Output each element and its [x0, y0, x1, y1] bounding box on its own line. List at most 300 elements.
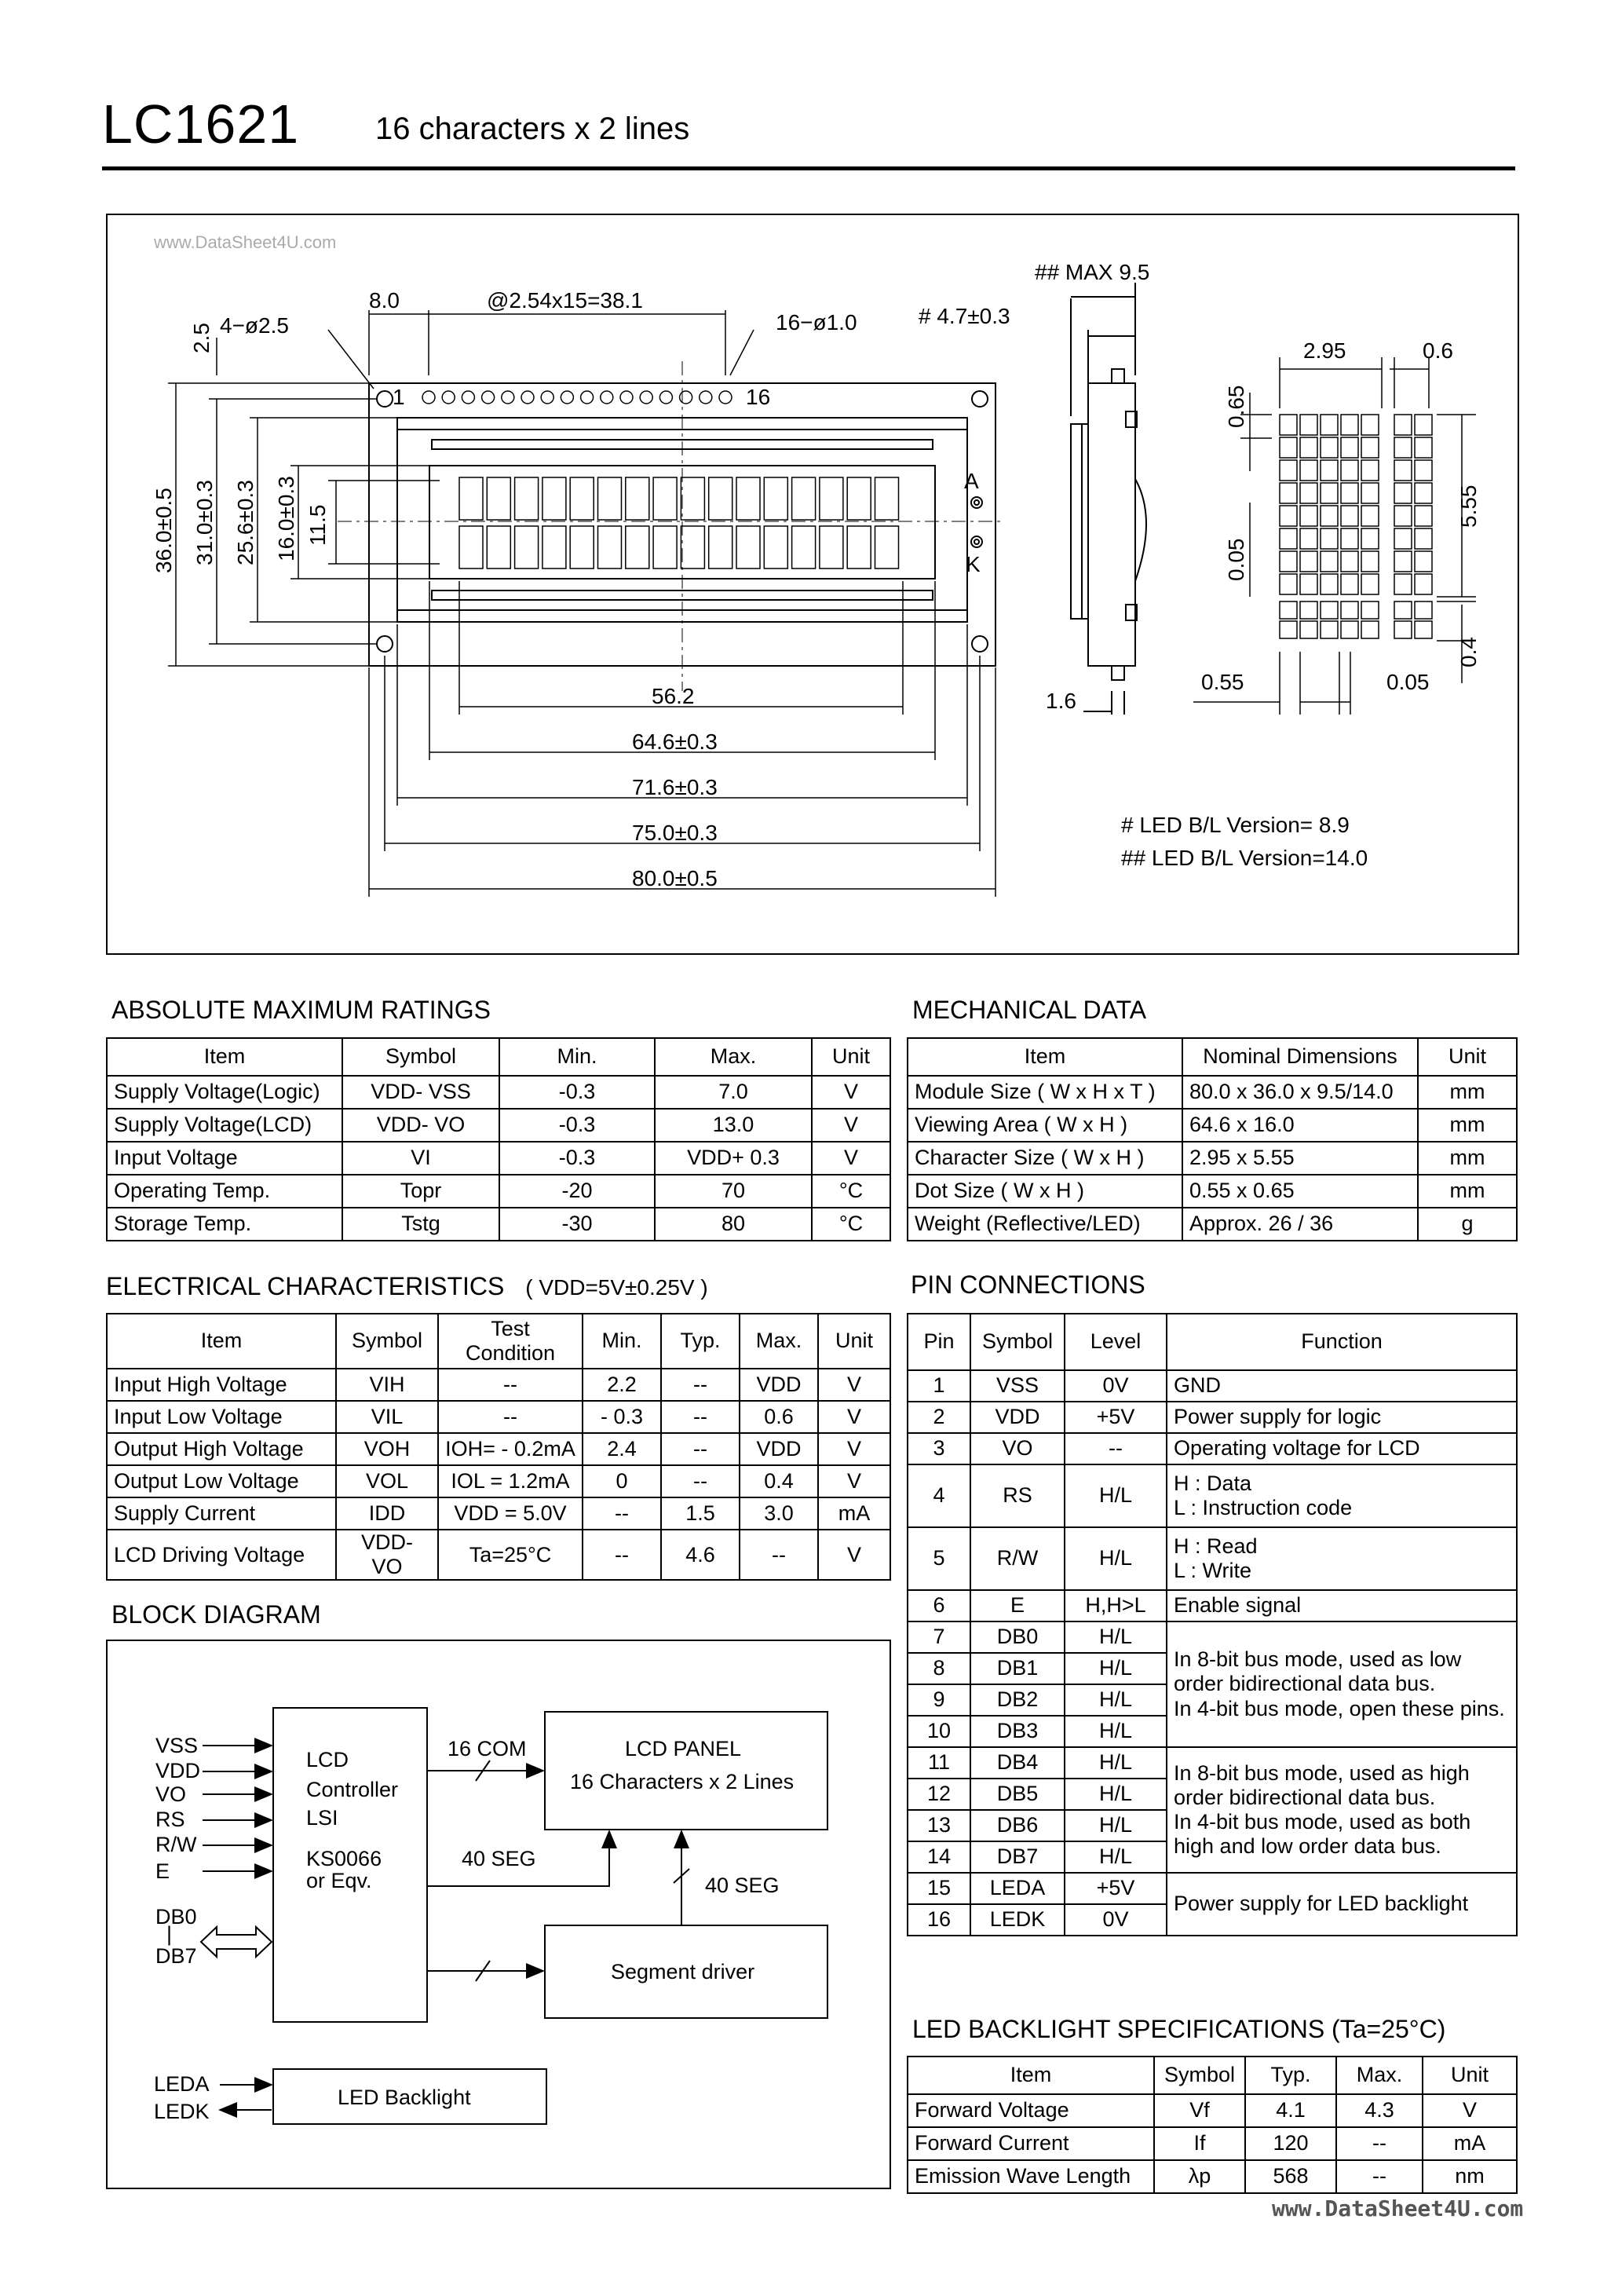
table-cell: °C — [812, 1208, 890, 1241]
char-cell — [626, 526, 649, 569]
table-cell: +5V — [1065, 1873, 1167, 1904]
abs-max-title: ABSOLUTE MAXIMUM RATINGS — [111, 996, 491, 1024]
dot — [1300, 528, 1317, 549]
cursor-dot — [1361, 601, 1379, 619]
char-cell — [570, 477, 594, 520]
table-cell: 14 — [908, 1841, 970, 1873]
table-cell: V — [818, 1465, 890, 1497]
char-cell — [709, 526, 732, 569]
table-cell: VO — [970, 1433, 1065, 1464]
controller-line-4: KS0066 — [306, 1847, 382, 1870]
table-cell: DB4 — [970, 1747, 1065, 1779]
table-row — [908, 2127, 1517, 2160]
table-header-cell: Test Condition — [438, 1314, 583, 1369]
table-header-cell: Symbol — [970, 1314, 1065, 1370]
dot — [1415, 574, 1432, 594]
table-cell: -- — [1065, 1433, 1167, 1464]
controller-line-2: Controller — [306, 1778, 399, 1801]
dot — [1361, 460, 1379, 481]
table-header-cell: Level — [1065, 1314, 1167, 1370]
pin-hole — [640, 391, 652, 404]
table-cell: 120 — [1245, 2127, 1336, 2160]
pin-hole — [482, 391, 495, 404]
table-cell: LEDK — [970, 1904, 1065, 1936]
char-gap-label: 0.6 — [1423, 338, 1453, 363]
dim-31-0: 31.0±0.3 — [192, 480, 217, 565]
table-row — [107, 1076, 890, 1109]
table-row — [107, 1530, 890, 1580]
pin-hole — [700, 391, 712, 404]
dim-64-6: 64.6±0.3 — [632, 729, 718, 754]
dot — [1321, 437, 1338, 458]
footer-watermark: www.DataSheet4U.com — [1272, 2195, 1524, 2221]
table-cell: DB6 — [970, 1810, 1065, 1841]
dot-gap-h-label: 0.05 — [1386, 670, 1430, 694]
table-cell: mm — [1418, 1076, 1517, 1109]
dot — [1300, 437, 1317, 458]
block-title: BLOCK DIAGRAM — [111, 1600, 321, 1629]
dot — [1321, 506, 1338, 526]
table-row — [908, 1142, 1517, 1175]
table-cell: 12 — [908, 1779, 970, 1810]
pin-hole — [601, 391, 613, 404]
table-cell: 4.3 — [1336, 2094, 1423, 2127]
com-label: 16 COM — [448, 1737, 527, 1760]
table-row — [908, 1402, 1517, 1433]
input-leda: LEDA — [154, 2072, 210, 2096]
table-cell: 4 — [908, 1464, 970, 1527]
dot — [1341, 460, 1358, 481]
table-cell: λp — [1154, 2160, 1245, 2193]
table-header-cell: Function — [1167, 1314, 1517, 1370]
table-row — [107, 1497, 890, 1530]
table-cell: 70 — [655, 1175, 812, 1208]
table-header-cell: Item — [908, 1038, 1182, 1076]
pin-hole — [620, 391, 633, 404]
table-cell: V — [818, 1401, 890, 1433]
dot — [1341, 551, 1358, 572]
table-header-cell: Typ. — [661, 1314, 740, 1369]
input-vo: VO — [155, 1782, 187, 1806]
table-row — [908, 1621, 1517, 1653]
char-cell — [681, 526, 704, 569]
table-cell: IDD — [336, 1497, 438, 1530]
char-cell — [487, 477, 510, 520]
table-cell: 0.55 x 0.65 — [1182, 1175, 1418, 1208]
merged-function-cell: In 8-bit bus mode, used as high order bidirectional data bus. In 4-bit bus mode, used as both high and low order data bus. — [1167, 1747, 1517, 1873]
dot — [1341, 506, 1358, 526]
char-cell — [459, 477, 483, 520]
table-cell: H/L — [1065, 1841, 1167, 1873]
table-cell: 0.6 — [740, 1401, 818, 1433]
table-cell: Forward Voltage — [908, 2094, 1154, 2127]
table-cell: 15 — [908, 1873, 970, 1904]
table-cell: IOH= - 0.2mA — [438, 1433, 583, 1465]
table-header-row — [908, 1314, 1517, 1370]
table-cell: Input Low Voltage — [107, 1401, 336, 1433]
table-cell: g — [1418, 1208, 1517, 1241]
dot — [1280, 437, 1297, 458]
table-cell: Topr — [342, 1175, 499, 1208]
table-header-cell: Typ. — [1245, 2057, 1336, 2094]
pin-hole — [541, 391, 553, 404]
svg-text:|: | — [166, 1922, 173, 1946]
table-header-cell: Pin — [908, 1314, 970, 1370]
table-cell: -30 — [499, 1208, 655, 1241]
table-cell: 4.6 — [661, 1530, 740, 1580]
input-rw: R/W — [155, 1833, 197, 1856]
table-cell: DB7 — [970, 1841, 1065, 1873]
table-cell: - 0.3 — [583, 1401, 661, 1433]
controller-line-3: LSI — [306, 1806, 338, 1830]
table-header-cell: Unit — [818, 1314, 890, 1369]
table-cell: -20 — [499, 1175, 655, 1208]
table-cell: 7.0 — [655, 1076, 812, 1109]
input-db7: DB7 — [155, 1944, 197, 1968]
table-header-cell: Max. — [1336, 2057, 1423, 2094]
cursor-dot — [1361, 621, 1379, 638]
side-max-label: ## MAX 9.5 — [1035, 260, 1150, 284]
table-cell: 0 — [583, 1465, 661, 1497]
table-cell: VDD — [970, 1402, 1065, 1433]
dot — [1300, 415, 1317, 435]
table-row — [908, 1590, 1517, 1621]
side-view — [1071, 283, 1146, 715]
cursor-dot — [1415, 621, 1432, 638]
dot-gap-v-label: 0.05 — [1224, 538, 1248, 581]
controller-line-1: LCD — [306, 1748, 349, 1771]
table-cell: -- — [583, 1530, 661, 1580]
table-cell: Storage Temp. — [107, 1208, 342, 1241]
dot — [1341, 483, 1358, 503]
merged-function-cell: In 8-bit bus mode, used as low order bidirectional data bus. In 4-bit bus mode, open these pins. — [1167, 1621, 1517, 1747]
table-row — [908, 1747, 1517, 1779]
table-row — [908, 1208, 1517, 1241]
dot — [1300, 483, 1317, 503]
table-cell: Supply Current — [107, 1497, 336, 1530]
table-header-row — [107, 1038, 890, 1076]
table-header-cell: Symbol — [342, 1038, 499, 1076]
dot — [1280, 528, 1297, 549]
table-cell: V — [812, 1076, 890, 1109]
pin-hole — [502, 391, 514, 404]
table-cell: +5V — [1065, 1402, 1167, 1433]
table-cell: Emission Wave Length — [908, 2160, 1154, 2193]
pin-hole — [581, 391, 594, 404]
char-cell — [709, 477, 732, 520]
dot — [1394, 506, 1412, 526]
table-cell: mA — [1423, 2127, 1517, 2160]
dot — [1361, 483, 1379, 503]
table-cell: H : Data L : Instruction code — [1167, 1464, 1517, 1527]
table-cell: -- — [583, 1497, 661, 1530]
table-cell: H/L — [1065, 1747, 1167, 1779]
elec-title-text: ELECTRICAL CHARACTERISTICS — [106, 1272, 505, 1300]
table-cell: Input Voltage — [107, 1142, 342, 1175]
led-table — [907, 2056, 1518, 2194]
table-cell: 7 — [908, 1621, 970, 1653]
table-cell: mm — [1418, 1142, 1517, 1175]
table-cell: -- — [438, 1369, 583, 1401]
table-cell: DB3 — [970, 1716, 1065, 1747]
table-cell: DB0 — [970, 1621, 1065, 1653]
table-cell: DB1 — [970, 1653, 1065, 1684]
dot — [1415, 551, 1432, 572]
underline-gap-label: 0.4 — [1456, 637, 1481, 667]
pin-hole — [659, 391, 672, 404]
char-cell — [515, 526, 539, 569]
dot — [1361, 528, 1379, 549]
dot-height-label: 0.65 — [1224, 385, 1248, 428]
dot — [1394, 483, 1412, 503]
table-row — [908, 2160, 1517, 2193]
table-row — [107, 1433, 890, 1465]
dim-16-0: 16.0±0.3 — [274, 476, 298, 561]
block-diagram — [0, 1633, 895, 2191]
controller-line-5: or Eqv. — [306, 1869, 372, 1892]
table-header-row — [908, 2057, 1517, 2094]
char-cell — [736, 477, 760, 520]
table-cell: VDD — [740, 1433, 818, 1465]
char-cell — [598, 477, 622, 520]
table-row — [107, 1109, 890, 1142]
table-cell: H/L — [1065, 1779, 1167, 1810]
table-cell: VDD+ 0.3 — [655, 1142, 812, 1175]
table-cell: RS — [970, 1464, 1065, 1527]
side-16-label: 1.6 — [1046, 689, 1076, 713]
char-width-label: 2.95 — [1303, 338, 1346, 363]
table-cell: VOH — [336, 1433, 438, 1465]
table-cell: VIH — [336, 1369, 438, 1401]
table-header-cell: Item — [107, 1314, 336, 1369]
table-cell: Vf — [1154, 2094, 1245, 2127]
table-row — [107, 1401, 890, 1433]
table-cell: 11 — [908, 1747, 970, 1779]
table-cell: LCD Driving Voltage — [107, 1530, 336, 1580]
char-cell — [653, 526, 677, 569]
table-cell: H/L — [1065, 1621, 1167, 1653]
table-row — [908, 1527, 1517, 1590]
dim-80-0: 80.0±0.5 — [632, 866, 718, 890]
char-cell — [626, 477, 649, 520]
pin-1-label: 1 — [393, 385, 405, 409]
table-cell: H,H>L — [1065, 1590, 1167, 1621]
pin-hole — [442, 391, 455, 404]
table-cell: -- — [661, 1433, 740, 1465]
input-ledk: LEDK — [154, 2100, 210, 2123]
dim-25-6: 25.6±0.3 — [233, 480, 258, 565]
table-cell: -- — [661, 1401, 740, 1433]
table-cell: VDD — [740, 1369, 818, 1401]
table-cell: VI — [342, 1142, 499, 1175]
table-cell: -- — [438, 1401, 583, 1433]
abs-max-table — [106, 1037, 891, 1241]
table-cell: Ta=25°C — [438, 1530, 583, 1580]
table-row — [908, 1370, 1517, 1402]
seg-label-b: 40 SEG — [705, 1874, 780, 1897]
table-cell: 2 — [908, 1402, 970, 1433]
input-db0: DB0 — [155, 1905, 197, 1929]
table-header-cell: Unit — [1423, 2057, 1517, 2094]
table-cell: 3.0 — [740, 1497, 818, 1530]
table-cell: V — [818, 1433, 890, 1465]
dot — [1415, 415, 1432, 435]
table-cell: Supply Voltage(LCD) — [107, 1109, 342, 1142]
char-cell — [847, 526, 871, 569]
table-row — [908, 1109, 1517, 1142]
dim-pin-offset: 8.0 — [369, 288, 400, 313]
dot — [1361, 437, 1379, 458]
char-cell — [875, 526, 899, 569]
pin-hole — [462, 391, 474, 404]
table-cell: 64.6 x 16.0 — [1182, 1109, 1418, 1142]
table-cell: LEDA — [970, 1873, 1065, 1904]
dot — [1300, 551, 1317, 572]
char-cell — [764, 477, 787, 520]
table-cell: 10 — [908, 1716, 970, 1747]
table-cell: VDD- VO — [342, 1109, 499, 1142]
char-height-label: 5.55 — [1456, 484, 1481, 528]
table-cell: Power supply for logic — [1167, 1402, 1517, 1433]
char-cell — [459, 526, 483, 569]
table-cell: °C — [812, 1175, 890, 1208]
dot — [1361, 415, 1379, 435]
pin-hole — [561, 391, 573, 404]
table-cell: If — [1154, 2127, 1245, 2160]
table-cell: 0.4 — [740, 1465, 818, 1497]
table-cell: Viewing Area ( W x H ) — [908, 1109, 1182, 1142]
table-header-cell: Min. — [499, 1038, 655, 1076]
cursor-dot — [1415, 601, 1432, 619]
table-cell: Approx. 26 / 36 — [1182, 1208, 1418, 1241]
table-header-cell: Symbol — [336, 1314, 438, 1369]
side-47-label: # 4.7±0.3 — [919, 304, 1010, 328]
char-cell — [570, 526, 594, 569]
table-cell: VIL — [336, 1401, 438, 1433]
input-vss: VSS — [155, 1734, 199, 1757]
cursor-dot — [1394, 621, 1412, 638]
table-cell: 4.1 — [1245, 2094, 1336, 2127]
pin-hole — [521, 391, 534, 404]
dot — [1280, 415, 1297, 435]
cursor-dot — [1321, 601, 1338, 619]
table-row — [908, 2094, 1517, 2127]
cursor-dot — [1341, 601, 1358, 619]
dot — [1394, 551, 1412, 572]
table-cell: DB5 — [970, 1779, 1065, 1810]
table-cell: 6 — [908, 1590, 970, 1621]
table-row — [107, 1175, 890, 1208]
table-header-cell: Nominal Dimensions — [1182, 1038, 1418, 1076]
table-cell: 1 — [908, 1370, 970, 1402]
dot — [1415, 437, 1432, 458]
table-cell: IOL = 1.2mA — [438, 1465, 583, 1497]
dim-pitch: @2.54x15=38.1 — [487, 288, 643, 313]
mech-title: MECHANICAL DATA — [912, 996, 1147, 1024]
dim-75-0: 75.0±0.3 — [632, 821, 718, 845]
char-cell — [542, 477, 566, 520]
pins-title: PIN CONNECTIONS — [911, 1270, 1145, 1299]
dot — [1394, 574, 1412, 594]
cursor-dot — [1280, 621, 1297, 638]
dim-11-5: 11.5 — [305, 504, 330, 546]
table-cell: VDD- VSS — [342, 1076, 499, 1109]
table-cell: Forward Current — [908, 2127, 1154, 2160]
table-row — [107, 1369, 890, 1401]
table-cell: 0V — [1065, 1904, 1167, 1936]
table-cell: Output Low Voltage — [107, 1465, 336, 1497]
table-row — [908, 1076, 1517, 1109]
table-cell: mm — [1418, 1109, 1517, 1142]
input-e: E — [155, 1859, 170, 1883]
dot — [1280, 574, 1297, 594]
table-cell: DB2 — [970, 1684, 1065, 1716]
table-row — [107, 1142, 890, 1175]
page-title: LC1621 — [102, 93, 300, 155]
table-header-cell: Min. — [583, 1314, 661, 1369]
panel-line-2: 16 Characters x 2 Lines — [570, 1770, 795, 1793]
pin-16-label: 16 — [746, 385, 771, 409]
dot — [1361, 506, 1379, 526]
table-cell: Operating voltage for LCD — [1167, 1433, 1517, 1464]
table-cell: V — [812, 1109, 890, 1142]
table-cell: H/L — [1065, 1684, 1167, 1716]
table-cell: H/L — [1065, 1527, 1167, 1590]
dot — [1394, 437, 1412, 458]
dot — [1341, 574, 1358, 594]
dot — [1341, 437, 1358, 458]
table-row — [908, 1175, 1517, 1208]
dot-matrix-detail — [1280, 415, 1432, 638]
dot — [1341, 415, 1358, 435]
pin-hole — [422, 391, 435, 404]
dot — [1321, 460, 1338, 481]
table-cell: 2.4 — [583, 1433, 661, 1465]
panel-line-1: LCD PANEL — [625, 1737, 742, 1760]
input-vdd: VDD — [155, 1759, 201, 1782]
cursor-dot — [1300, 621, 1317, 638]
table-cell: 9 — [908, 1684, 970, 1716]
dot — [1280, 506, 1297, 526]
table-cell: Character Size ( W x H ) — [908, 1142, 1182, 1175]
table-cell: -- — [661, 1369, 740, 1401]
table-cell: Module Size ( W x H x T ) — [908, 1076, 1182, 1109]
table-cell: Operating Temp. — [107, 1175, 342, 1208]
mech-table — [907, 1037, 1518, 1241]
dim-mount-holes: 4−ø2.5 — [220, 313, 289, 338]
table-header-cell: Unit — [1418, 1038, 1517, 1076]
cursor-dot — [1280, 601, 1297, 619]
dot — [1300, 460, 1317, 481]
table-cell: 0V — [1065, 1370, 1167, 1402]
table-cell: Weight (Reflective/LED) — [908, 1208, 1182, 1241]
table-cell: Tstg — [342, 1208, 499, 1241]
dot — [1321, 574, 1338, 594]
table-cell: Input High Voltage — [107, 1369, 336, 1401]
drawing-watermark: www.DataSheet4U.com — [154, 232, 337, 252]
elec-condition: ( VDD=5V±0.25V ) — [525, 1275, 708, 1300]
table-cell: H/L — [1065, 1716, 1167, 1747]
table-header-cell: Item — [908, 2057, 1154, 2094]
table-cell: -0.3 — [499, 1142, 655, 1175]
dim-71-6: 71.6±0.3 — [632, 775, 718, 799]
dot — [1280, 460, 1297, 481]
dim-pin-holes: 16−ø1.0 — [776, 310, 857, 335]
cursor-dot — [1300, 601, 1317, 619]
note-led-89: # LED B/L Version= 8.9 — [1121, 813, 1350, 837]
table-row — [908, 1873, 1517, 1904]
table-cell: Dot Size ( W x H ) — [908, 1175, 1182, 1208]
